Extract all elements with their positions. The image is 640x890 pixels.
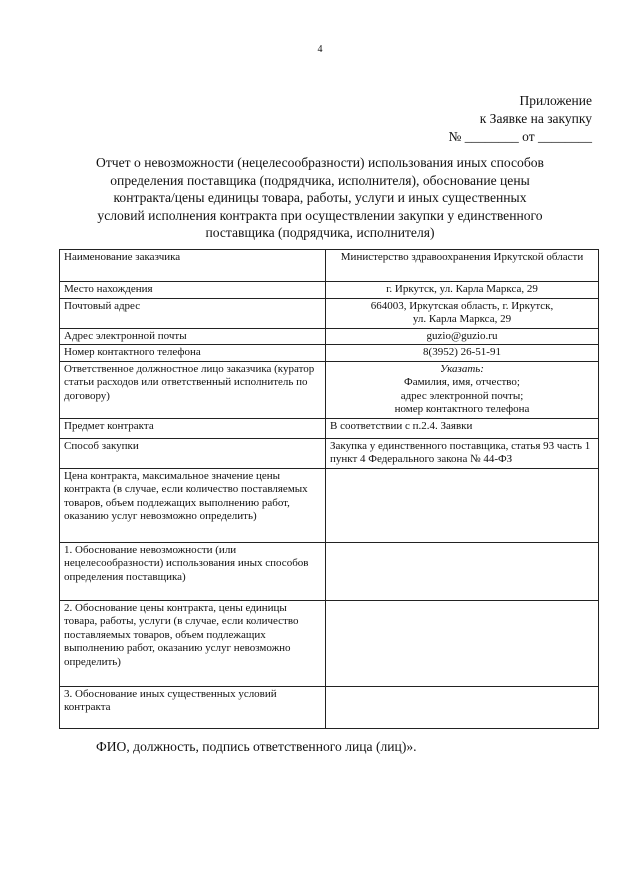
justification-3-value-empty [326,686,599,728]
table-row [60,328,599,345]
email-label: Адрес электронной почты [60,328,326,345]
appendix-line-2: к Заявке на закупку [479,111,592,126]
table-row [60,686,599,728]
official-value-line-3: номер контактного телефона [394,403,530,415]
justification-2-label: 2. Обоснование цены контракта, цены единицы товара, работы, услуги (в случае, если количество поставляемых товаров, объем подлежащих выполнению работ, оказанию услуг невозможно определить) [60,600,326,686]
price-label: Цена контракта, максимальное значение цены контракта (в случае, если количество поставляемых товаров, объем подлежащих выполнению работ, оказанию услуг невозможно определить) [60,468,326,542]
appendix-header [449,92,592,146]
appendix-line-1: Приложение [519,93,592,108]
justification-2-value-empty [326,600,599,686]
phone-label: Номер контактного телефона [60,345,326,362]
table-row [60,468,599,542]
table-row [60,250,599,282]
postal-value-line-2: ул. Карла Маркса, 29 [412,313,512,325]
postal-value-line-1: 664003, Иркутская область, г. Иркутск, [370,299,554,312]
official-label: Ответственное должностное лицо заказчика (куратор статьи расходов или ответственный исполнитель по договору) [60,361,326,418]
appendix-line-3: № ________ от ________ [448,129,592,144]
location-value: г. Иркутск, ул. Карла Маркса, 29 [326,282,599,299]
phone-value: 8(3952) 26-51-91 [326,345,599,362]
justification-1-value-empty [326,542,599,600]
official-value-heading: Указать: [440,362,484,375]
subject-value: В соответствии с п.2.4. Заявки [326,418,599,438]
title-line: условий исполнения контракта при осуществлении закупки у единственного [97,207,543,223]
title-line: Отчет о невозможности (нецелесообразности) использования иных способов [96,155,544,170]
official-value [326,361,599,418]
title-line: определения поставщика (подрядчика, исполнителя), обоснование цены [110,172,530,188]
page-number: 4 [317,44,323,55]
table-row [60,282,599,299]
customer-label: Наименование заказчика [60,250,326,282]
report-title [92,154,548,242]
price-value-empty [326,468,599,542]
signature-line: ФИО, должность, подпись ответственного лица (лиц)». [96,739,417,754]
table-row [60,418,599,438]
title-line: контракта/цены единицы товара, работы, услуги и иных существенных [113,190,527,206]
email-value: guzio@guzio.ru [326,328,599,345]
table-row [60,298,599,328]
table-row [60,345,599,362]
customer-value: Министерство здравоохранения Иркутской области [326,250,599,282]
subject-label: Предмет контракта [60,418,326,438]
table-row [60,438,599,468]
title-line: поставщика (подрядчика, исполнителя) [205,225,435,241]
table-row [60,361,599,418]
official-value-line-2: адрес электронной почты; [400,389,524,402]
report-table [59,249,599,729]
justification-1-label: 1. Обоснование невозможности (или нецелесообразности) использования иных способов определения поставщика) [60,542,326,600]
official-value-line-1: Фамилия, имя, отчество; [404,376,520,388]
method-value: Закупка у единственного поставщика, статья 93 часть 1 пункт 4 Федерального закона № 44-ФЗ [326,438,599,468]
method-label: Способ закупки [60,438,326,468]
justification-3-label: 3. Обоснование иных существенных условий контракта [60,686,326,728]
postal-value [326,298,599,328]
location-label: Место нахождения [60,282,326,299]
table-row [60,542,599,600]
postal-label: Почтовый адрес [60,298,326,328]
table-row [60,600,599,686]
